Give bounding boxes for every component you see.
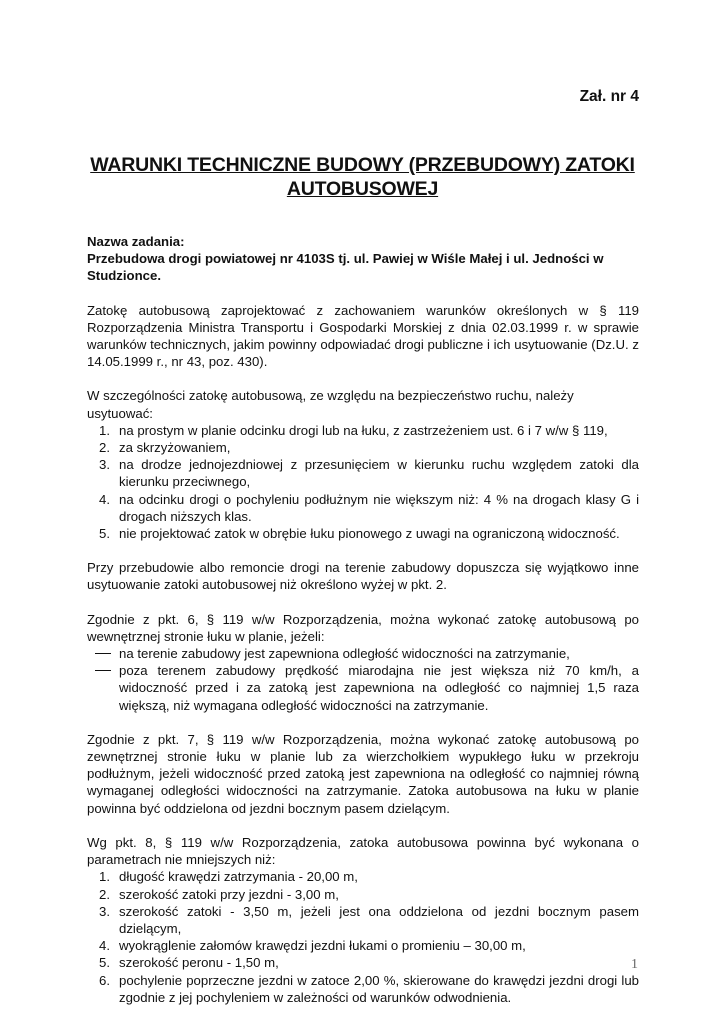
list-item — [87, 903, 639, 937]
list-number: 5. — [99, 955, 110, 971]
point8-list — [87, 868, 639, 1006]
dash-bullet — [95, 653, 111, 654]
list-number: 2. — [99, 886, 110, 902]
document-title-line-1: WARUNKI TECHNICZNE BUDOWY (PRZEBUDOWY) ZATOKI — [90, 154, 635, 176]
list-item-text: nie projektować zatok w obrębie łuku pionowego z uwagi na ograniczoną widoczność. — [119, 526, 620, 542]
point7-paragraph: Zgodnie z pkt. 7, § 119 w/w Rozporządzenia, można wykonać zatokę autobusową po zewnętrznej stronie łuku w planie lub za wierzchołkiem wypukłego łuku w przekroju podłużnym, jeżeli widoczność przed zatoką jest zapewniona na odległość co najmniej równą wymaganej odległości widoczności na zatrzymanie. Zatoka autobusowa na łuku w planie powinna być oddzielona od jezdni bocznym pasem dzielącym. — [87, 731, 639, 816]
point6-list — [87, 645, 639, 714]
point8-lead: Wg pkt. 8, § 119 w/w Rozporządzenia, zatoka autobusowa powinna być wykonana o parametrach nie mniejszych niż: — [87, 834, 639, 868]
list-item — [87, 525, 639, 542]
list-item — [87, 645, 639, 662]
list-number: 6. — [99, 972, 110, 988]
list-item — [87, 937, 639, 954]
point6-lead: Zgodnie z pkt. 6, § 119 w/w Rozporządzenia, można wykonać zatokę autobusową po wewnętrznej stronie łuku w planie, jeżeli: — [87, 611, 639, 644]
intro-paragraph: Zatokę autobusową zaprojektować z zachowaniem warunków określonych w § 119 Rozporządzenia Ministra Transportu i Gospodarki Morskiej z dnia 02.03.1999 r. w sprawie warunków technicznych, jakim powinny odpowiadać drogi publiczne i ich usytuowanie (Dz.U. z 14.05.1999 r., nr 43, poz. 430). — [87, 302, 639, 370]
list-number: 1. — [99, 422, 110, 438]
page-number: 1 — [631, 957, 638, 972]
list-item — [87, 662, 639, 714]
location-list — [87, 422, 639, 542]
list-number: 1. — [99, 869, 110, 885]
list-item-text: za skrzyżowaniem, — [119, 440, 231, 456]
list-item — [87, 456, 639, 490]
list-item — [87, 422, 639, 439]
task-name: Przebudowa drogi powiatowej nr 4103S tj. ul. Pawiej w Wiśle Małej i ul. Jedności w Studzionce. — [87, 251, 604, 284]
list-item — [87, 972, 639, 1006]
list-item — [87, 439, 639, 456]
list-item-text: na odcinku drogi o pochyleniu podłużnym nie większym niż: 4 % na drogach klasy G i drogach niższych klas. — [119, 491, 639, 524]
document-title-line-2: AUTOBUSOWEJ — [286, 178, 439, 200]
list-item-text: szerokość zatoki przy jezdni - 3,00 m, — [119, 886, 339, 902]
document-body — [87, 233, 639, 1006]
list-item-text: na drodze jednojezdniowej z przesunięciem w kierunku ruchu względem zatoki dla kierunku przeciwnego, — [119, 457, 639, 490]
dash-bullet — [95, 670, 111, 671]
list-item — [87, 868, 639, 885]
location-lead: W szczególności zatokę autobusową, ze względu na bezpieczeństwo ruchu, należy usytuować: — [87, 388, 574, 421]
document-title — [0, 153, 725, 201]
reconstruction-paragraph: Przy przebudowie albo remoncie drogi na terenie zabudowy dopuszcza się wyjątkowo inne usytuowanie zatoki autobusowej niż określono wyżej w pkt. 2. — [87, 560, 639, 593]
list-item — [87, 954, 639, 971]
task-label: Nazwa zadania: — [87, 234, 185, 249]
list-number: 3. — [99, 903, 110, 919]
list-item-text: na prostym w planie odcinku drogi lub na łuku, z zastrzeżeniem ust. 6 i 7 w/w § 119, — [119, 422, 608, 438]
list-number: 4. — [99, 938, 110, 954]
list-number: 2. — [99, 440, 110, 456]
list-item-text: poza terenem zabudowy prędkość miarodajna nie jest większa niż 70 km/h, a widoczność przed i za zatoką jest zapewniona na odległość co najmniej 1,5 raza większą, niż wymagana odległość widoczności na zatrzymanie. — [119, 663, 639, 713]
list-number: 4. — [99, 491, 110, 507]
list-item-text: długość krawędzi zatrzymania - 20,00 m, — [119, 869, 358, 885]
list-item-text: szerokość peronu - 1,50 m, — [119, 955, 279, 971]
list-item — [87, 886, 639, 903]
list-item-text: pochylenie poprzeczne jezdni w zatoce 2,00 %, skierowane do krawędzi jezdni drogi lub zgodnie z jej pochyleniem w zależności od warunków odwodnienia. — [119, 972, 639, 1005]
list-item-text: szerokość zatoki - 3,50 m, jeżeli jest ona oddzielona od jezdni bocznym pasem dzielącym, — [119, 903, 639, 936]
list-number: 5. — [99, 526, 110, 542]
list-number: 3. — [99, 457, 110, 473]
list-item — [87, 491, 639, 525]
list-item-text: na terenie zabudowy jest zapewniona odległość widoczności na zatrzymanie, — [119, 646, 570, 662]
attachment-label: Zał. nr 4 — [579, 88, 639, 105]
list-item-text: wyokrąglenie załomów krawędzi jezdni łukami o promieniu – 30,00 m, — [119, 938, 526, 954]
